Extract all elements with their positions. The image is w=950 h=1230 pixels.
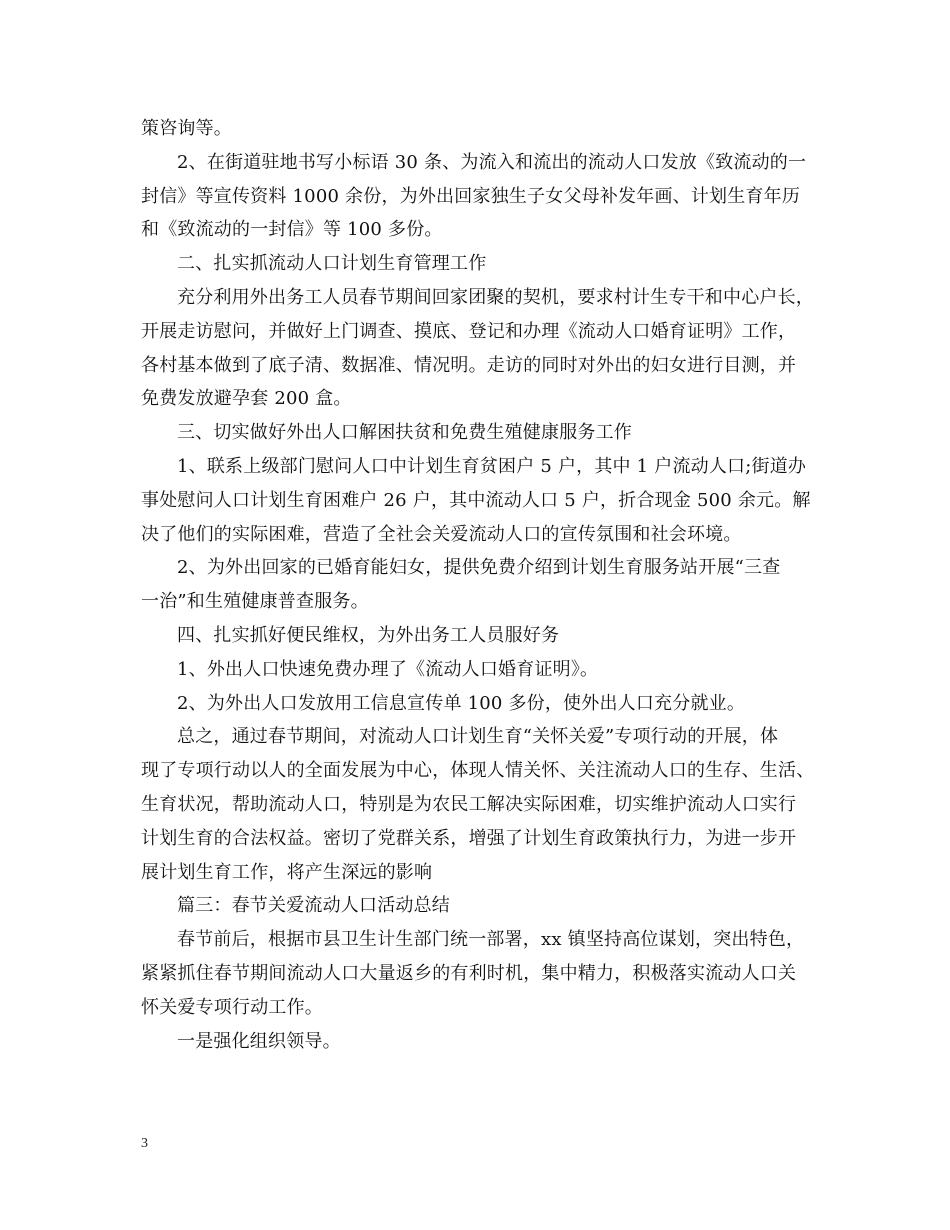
text-line: 二、扎实抓流动人口计划生育管理工作 [177,253,487,275]
text-line: 春节前后，根据市县卫生计生部门统一部署，xx 镇坚持高位谋划，突出特色， [177,929,805,951]
text-line: 紧紧抓住春节期间流动人口大量返乡的有利时机，集中精力，积极落实流动人口关 [141,962,797,984]
text-line: 开展走访慰问，并做好上门调查、摸底、登记和办理《流动人口婚育证明》工作， [141,320,797,342]
text-line: 一治”和生殖健康普查服务。 [141,591,369,613]
text-line: 怀关爱专项行动工作。 [141,996,323,1018]
text-line: 1、联系上级部门慰问人口中计划生育贫困户 5 户，其中 1 户流动人口;街道办 [177,455,807,477]
text-line: 篇三：春节关爱流动人口活动总结 [177,895,450,917]
text-line: 充分利用外出务工人员春节期间回家团聚的契机，要求村计生专干和中心户长， [177,286,814,308]
text-line: 1、外出人口快速免费办理了《流动人口婚育证明》。 [177,658,599,680]
text-line: 事处慰问人口计划生育困难户 26 户，其中流动人口 5 户，折合现金 500 余元。解 [141,489,811,511]
text-line: 一是强化组织领导。 [177,1030,341,1052]
text-line: 四、扎实抓好便民维权，为外出务工人员服好务 [177,624,560,646]
text-line: 生育状况，帮助流动人口，特别是为农民工解决实际困难，切实维护流动人口实行 [141,793,797,815]
document-body [141,112,815,1058]
text-line: 和《致流动的一封信》等 100 多份。 [141,219,443,241]
text-line: 各村基本做到了底子清、数据准、情况明。走访的同时对外出的妇女进行目测，并 [141,354,797,376]
text-line: 现了专项行动以人的全面发展为中心，体现人情关怀、关注流动人口的生存、生活、 [141,760,815,782]
text-line: 决了他们的实际困难，营造了全社会关爱流动人口的宣传氛围和社会环境。 [141,523,742,545]
text-line: 2、为外出人口发放用工信息宣传单 100 多份，使外出人口充分就业。 [177,692,746,714]
text-line: 免费发放避孕套 200 盒。 [141,388,352,410]
text-line: 策咨询等。 [141,118,232,139]
text-line: 展计划生育工作，将产生深远的影响 [141,861,433,883]
text-line: 2、在街道驻地书写小标语 30 条、为流入和流出的流动人口发放《致流动的一 [177,151,807,173]
text-line: 2、为外出回家的已婚育能妇女，提供免费介绍到计划生育服务站开展“三查 [177,557,781,579]
text-line: 封信》等宣传资料 1000 余份，为外出回家独生子女父母补发年画、计划生育年历 [141,185,801,207]
text-line: 计划生育的合法权益。密切了党群关系，增强了计划生育政策执行力，为进一步开 [141,827,797,849]
text-line: 总之，通过春节期间，对流动人口计划生育“关怀关爱”专项行动的开展，体 [177,726,779,748]
text-line: 三、切实做好外出人口解困扶贫和免费生殖健康服务工作 [177,422,632,444]
page-number: 3 [141,1136,148,1151]
